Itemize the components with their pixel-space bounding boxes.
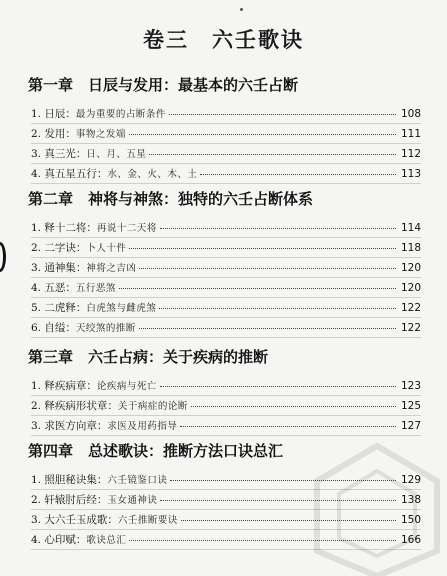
entry-page-number: 166 bbox=[400, 534, 421, 546]
entry-page-number: 120 bbox=[400, 262, 421, 274]
toc-entry[interactable] bbox=[31, 490, 421, 510]
entry-page-number: 114 bbox=[400, 222, 421, 234]
entry-description: 神将之吉凶 bbox=[86, 263, 137, 274]
entry-description: 论疾病与死亡 bbox=[96, 381, 157, 392]
entry-label: 2. 释疾病形状章： bbox=[31, 400, 118, 412]
chapter-entries bbox=[31, 104, 421, 184]
toc-entry[interactable] bbox=[31, 318, 421, 338]
chapter-1 bbox=[28, 72, 428, 184]
chapter-entries bbox=[31, 376, 421, 436]
toc-entry[interactable] bbox=[31, 218, 421, 238]
entry-description: 再说十二天将 bbox=[96, 223, 157, 234]
dot-leader bbox=[200, 162, 396, 175]
entry-description: 求医及用药指导 bbox=[107, 421, 178, 432]
toc-entry[interactable] bbox=[31, 258, 421, 278]
dot-leader bbox=[139, 256, 396, 269]
chapter-2 bbox=[28, 186, 428, 338]
entry-description: 天绞煞的推断 bbox=[75, 323, 136, 334]
chapter-4 bbox=[28, 438, 428, 550]
entry-label: 3. 真三光： bbox=[31, 148, 87, 160]
dot-leader bbox=[191, 394, 396, 407]
entry-description: 六壬推断要诀 bbox=[117, 515, 178, 526]
dot-leader bbox=[160, 216, 396, 229]
chapter-title: 第三章 六壬占病：关于疾病的推断 bbox=[28, 348, 269, 366]
chapter-title: 第二章 神将与神煞：独特的六壬占断体系 bbox=[28, 190, 314, 208]
entry-label: 3. 通神集： bbox=[31, 262, 87, 274]
entry-label: 1. 照胆秘诀集： bbox=[31, 474, 108, 486]
entry-page-number: 111 bbox=[400, 128, 421, 140]
dot-leader bbox=[129, 528, 396, 541]
toc-entry[interactable] bbox=[31, 530, 421, 550]
toc-entry[interactable] bbox=[31, 470, 421, 490]
entry-description: 事物之发端 bbox=[75, 129, 126, 140]
chapter-entries bbox=[31, 470, 421, 550]
entry-label: 1. 日辰： bbox=[31, 108, 76, 120]
entry-label: 6. 自缢： bbox=[31, 322, 76, 334]
dot-leader bbox=[180, 414, 396, 427]
entry-label: 5. 二虎释： bbox=[31, 302, 87, 314]
entry-page-number: 112 bbox=[400, 148, 421, 160]
binding-edge-mark bbox=[0, 242, 6, 272]
entry-page-number: 122 bbox=[400, 302, 421, 314]
entry-page-number: 127 bbox=[400, 420, 421, 432]
entry-page-number: 138 bbox=[400, 494, 421, 506]
chapter-title: 第四章 总述歌诀：推断方法口诀总汇 bbox=[28, 442, 284, 460]
dot-leader bbox=[160, 488, 396, 501]
entry-page-number: 108 bbox=[400, 108, 421, 120]
entry-label: 2. 轩辕肘后经： bbox=[31, 494, 108, 506]
toc-entry[interactable] bbox=[31, 376, 421, 396]
entry-description: 歌诀总汇 bbox=[86, 535, 127, 546]
dot-leader bbox=[169, 102, 396, 115]
toc-entry[interactable] bbox=[31, 278, 421, 298]
entry-label: 3. 求医方向章： bbox=[31, 420, 108, 432]
dot-leader bbox=[129, 236, 396, 249]
entry-page-number: 118 bbox=[400, 242, 421, 254]
toc-entry[interactable] bbox=[31, 124, 421, 144]
entry-description: 卜人十件 bbox=[86, 243, 127, 254]
entry-label: 1. 释疾病章： bbox=[31, 380, 97, 392]
entry-label: 4. 真五星五行： bbox=[31, 168, 108, 180]
entry-label: 1. 释十二将： bbox=[31, 222, 97, 234]
dot-leader bbox=[119, 276, 396, 289]
entry-label: 4. 心印赋： bbox=[31, 534, 87, 546]
toc-entry[interactable] bbox=[31, 238, 421, 258]
toc-entry[interactable] bbox=[31, 396, 421, 416]
entry-page-number: 122 bbox=[400, 322, 421, 334]
entry-page-number: 120 bbox=[400, 282, 421, 294]
entry-label: 2. 发用： bbox=[31, 128, 76, 140]
entry-description: 玉女通神诀 bbox=[107, 495, 158, 506]
toc-entry[interactable] bbox=[31, 164, 421, 184]
entry-page-number: 125 bbox=[400, 400, 421, 412]
entry-description: 日、月、五星 bbox=[86, 149, 147, 160]
dot-leader bbox=[149, 142, 396, 155]
dot-leader bbox=[159, 296, 396, 309]
dot-leader bbox=[129, 122, 396, 135]
dot-leader bbox=[160, 374, 396, 387]
entry-description: 白虎煞与雌虎煞 bbox=[86, 303, 157, 314]
entry-description: 水、金、火、木、土 bbox=[107, 169, 198, 180]
entry-label: 4. 五恶： bbox=[31, 282, 76, 294]
dot-leader bbox=[139, 316, 396, 329]
entry-label: 3. 大六壬玉成歌： bbox=[31, 514, 118, 526]
entry-description: 最为重要的占断条件 bbox=[75, 109, 166, 120]
entry-description: 关于病症的论断 bbox=[117, 401, 188, 412]
chapter-title: 第一章 日辰与发用：最基本的六壬占断 bbox=[28, 76, 299, 94]
entry-label: 2. 二字诀： bbox=[31, 242, 87, 254]
entry-page-number: 129 bbox=[400, 474, 421, 486]
toc-entry[interactable] bbox=[31, 510, 421, 530]
dot-leader bbox=[181, 508, 396, 521]
dot-leader bbox=[170, 468, 396, 481]
entry-page-number: 123 bbox=[400, 380, 421, 392]
chapter-entries bbox=[31, 218, 421, 338]
toc-entry[interactable] bbox=[31, 104, 421, 124]
chapter-3 bbox=[28, 344, 428, 436]
entry-page-number: 113 bbox=[400, 168, 421, 180]
volume-title: 卷三 六壬歌诀 bbox=[143, 27, 304, 52]
toc-entry[interactable] bbox=[31, 298, 421, 318]
entry-description: 六壬镜鉴口诀 bbox=[107, 475, 168, 486]
entry-description: 五行恶煞 bbox=[75, 283, 116, 294]
toc-entry[interactable] bbox=[31, 144, 421, 164]
entry-page-number: 150 bbox=[400, 514, 421, 526]
toc-entry[interactable] bbox=[31, 416, 421, 436]
page-speck bbox=[240, 8, 243, 11]
